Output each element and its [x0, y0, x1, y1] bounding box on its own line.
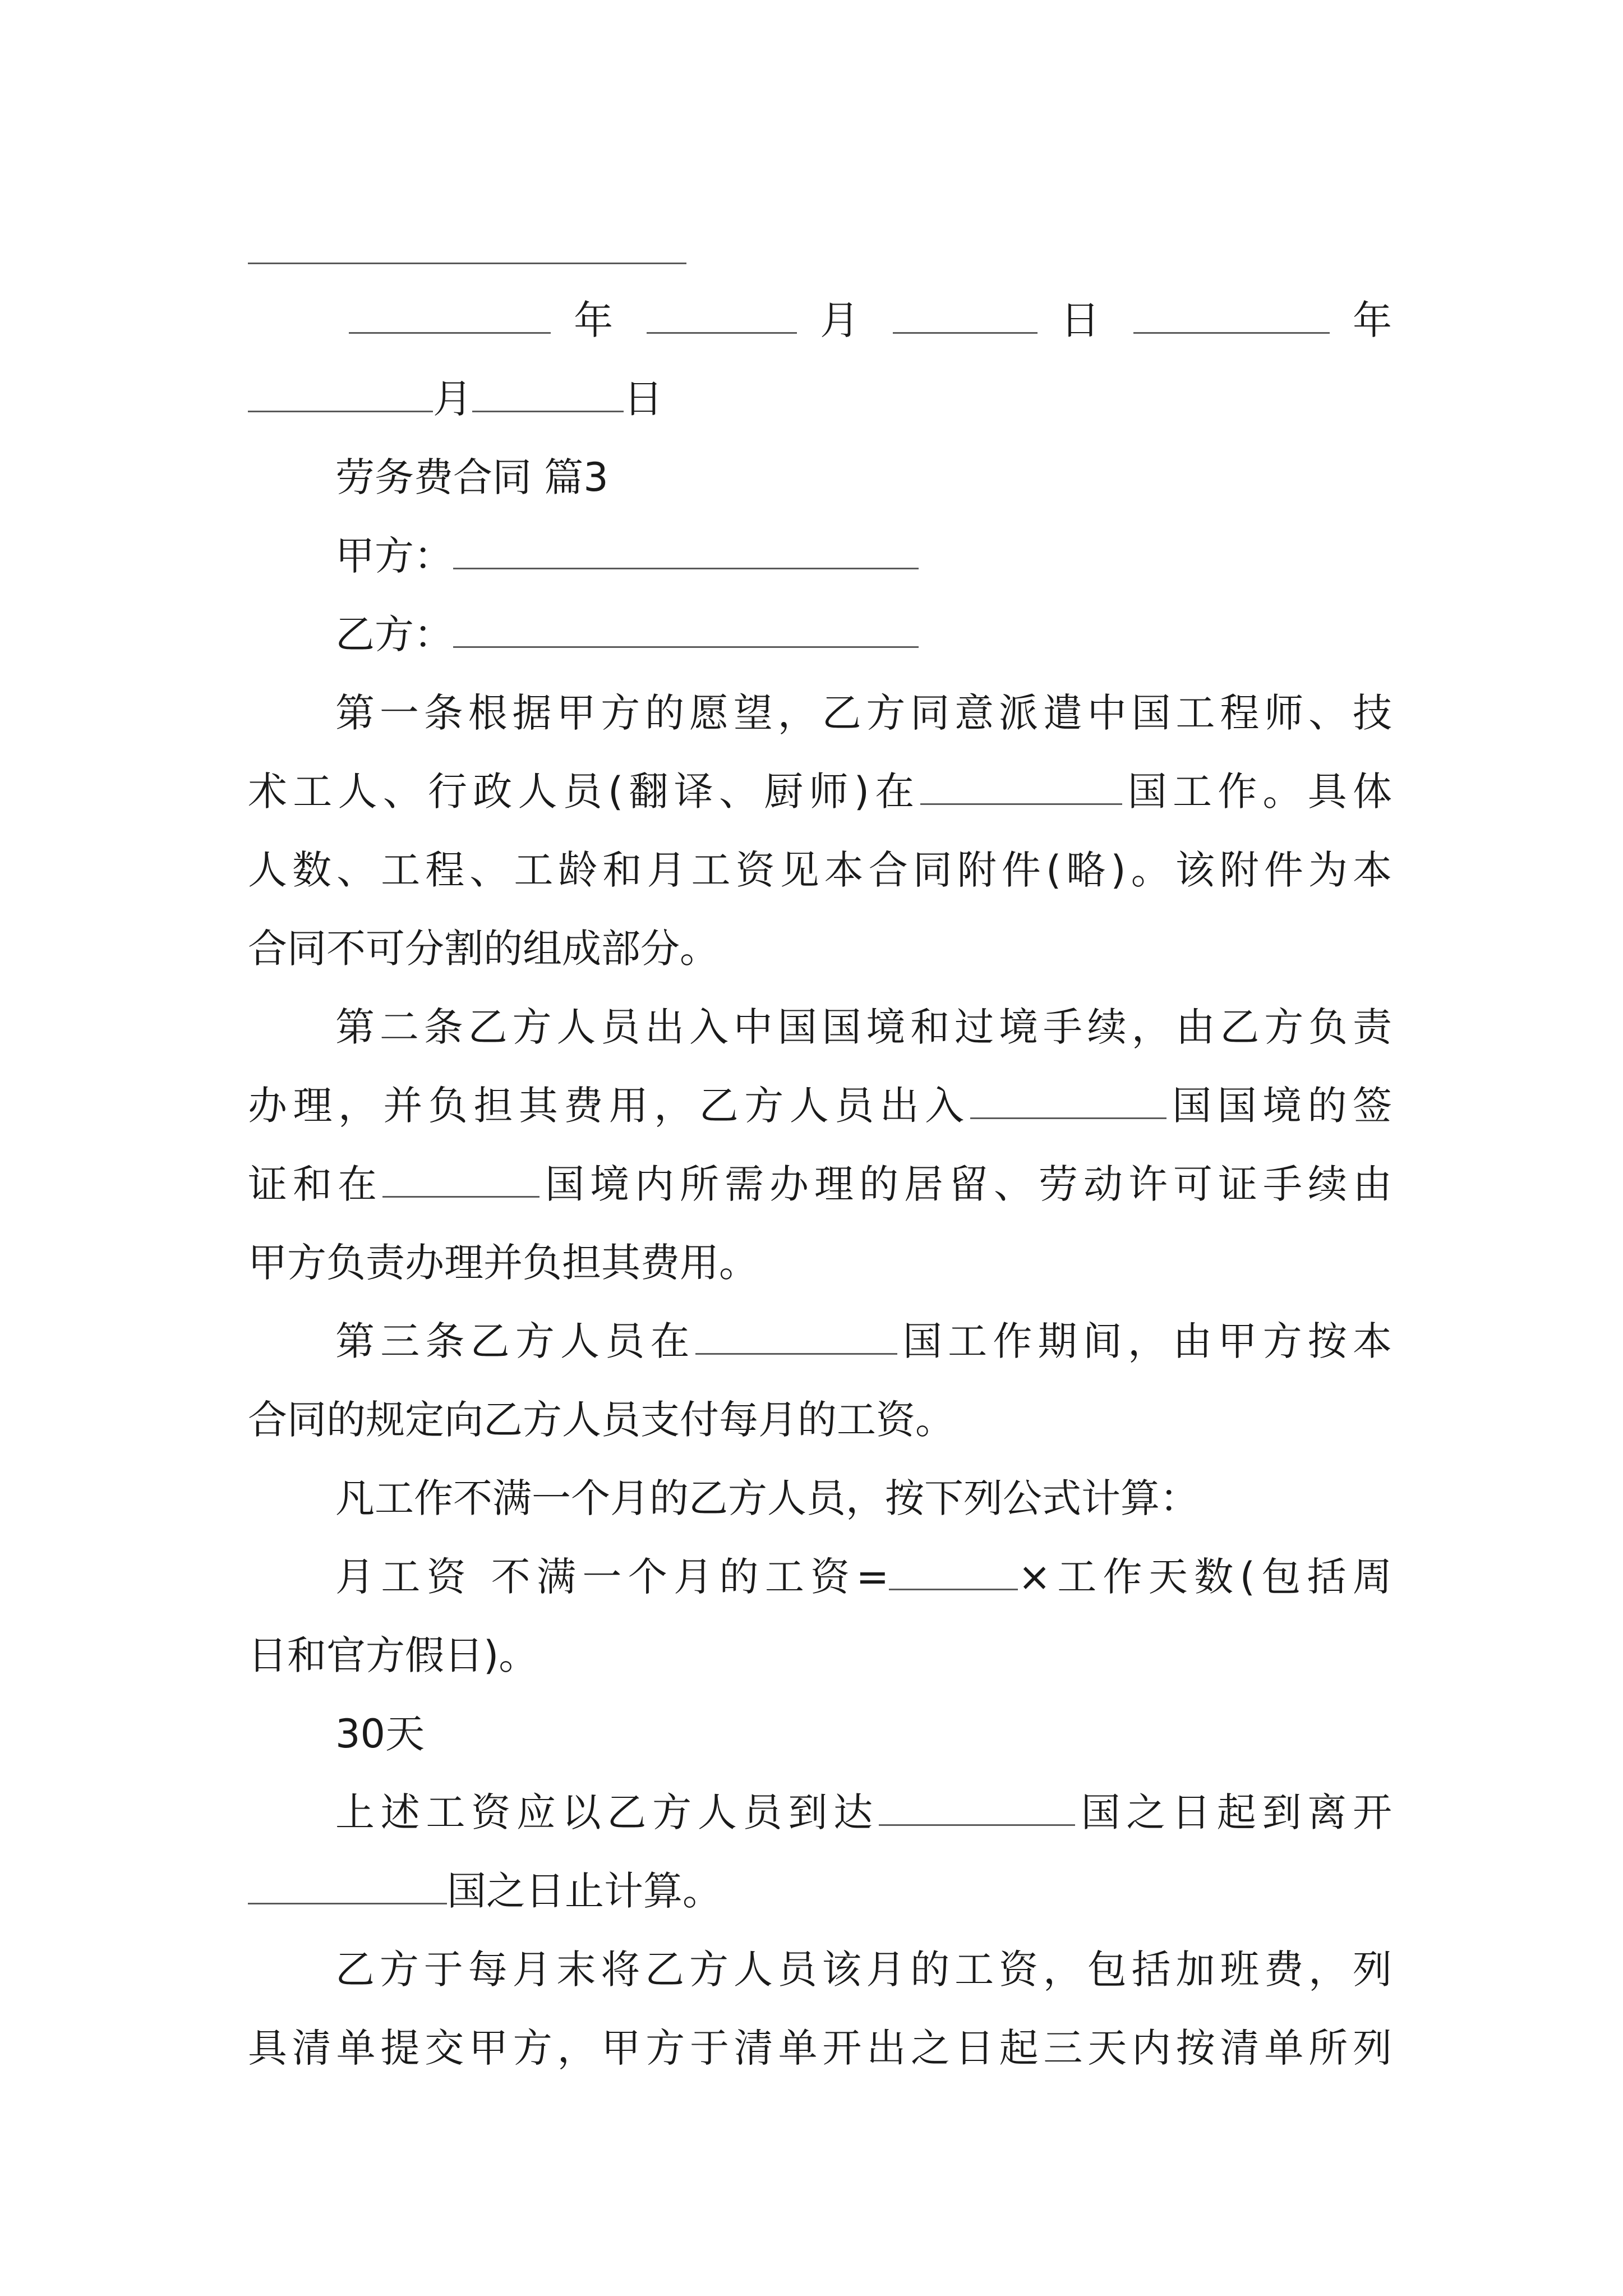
year-blank [1133, 300, 1330, 334]
date-line-1: 年 月 日 年 [248, 284, 1392, 357]
monthly-line-2: 具清单提交甲方，甲方于清单开出之日起三天内按清单所列 [248, 2025, 1392, 2071]
article-3-line-2: 合同的规定向乙方人员支付每月的工资。 [248, 1397, 955, 1443]
month-blank [647, 300, 797, 334]
year-blank [349, 300, 551, 334]
party-b-field[interactable] [453, 614, 919, 648]
article-1-line-2: 术工人、行政人员(翻译、厨师)在 国工作。具体 [248, 769, 1392, 815]
day-blank [472, 379, 624, 412]
article-1-line-4: 合同不可分割的组成部分。 [248, 926, 719, 972]
country-blank[interactable] [248, 1871, 447, 1904]
article-3-line-1: 第三条乙方人员在 国工作期间，由甲方按本 [335, 1318, 1393, 1364]
country-blank[interactable] [920, 771, 1122, 805]
formula-denominator: 30天 [335, 1711, 425, 1757]
party-a-field[interactable] [453, 536, 919, 569]
country-blank[interactable] [382, 1164, 540, 1198]
formula-line-1: 月工资 不满一个月的工资= ×工作天数(包括周 [335, 1554, 1392, 1600]
wage-period-line-1: 上述工资应以乙方人员到达 国之日起到离开 [335, 1789, 1393, 1835]
partial-month-rule: 凡工作不满一个月的乙方人员，按下列公式计算： [335, 1475, 1199, 1521]
article-2-line-3: 证和在 国境内所需办理的居留、劳动许可证手续由 [248, 1161, 1392, 1207]
article-2-line-4: 甲方负责办理并负担其费用。 [248, 1240, 758, 1286]
country-blank[interactable] [695, 1321, 897, 1355]
wage-blank[interactable] [889, 1557, 1018, 1590]
article-2-line-1: 第二条乙方人员出入中国国境和过境手续，由乙方负责 [335, 1004, 1392, 1050]
article-1-line-3: 人数、工程、工龄和月工资见本合同附件(略)。该附件为本 [248, 847, 1392, 893]
article-1-line-1: 第一条根据甲方的愿望，乙方同意派遣中国工程师、技 [335, 690, 1392, 736]
contract-heading: 劳务费合同 篇3 [335, 454, 608, 500]
day-blank [893, 300, 1038, 334]
country-blank[interactable] [879, 1792, 1075, 1826]
party-a-line: 甲方： [248, 519, 1392, 592]
month-blank [248, 379, 433, 412]
wage-period-line-2: 国之日止计算。 [248, 1855, 1392, 1927]
country-blank[interactable] [970, 1085, 1166, 1119]
formula-line-2: 日和官方假日)。 [248, 1632, 538, 1678]
article-2-line-2: 办理，并负担其费用，乙方人员出入 国国境的签 [248, 1083, 1393, 1129]
top-rule [248, 263, 686, 264]
monthly-line-1: 乙方于每月末将乙方人员该月的工资，包括加班费，列 [335, 1947, 1392, 1993]
party-b-line: 乙方： [248, 598, 1392, 671]
date-line-2: 月 日 [248, 362, 1392, 435]
